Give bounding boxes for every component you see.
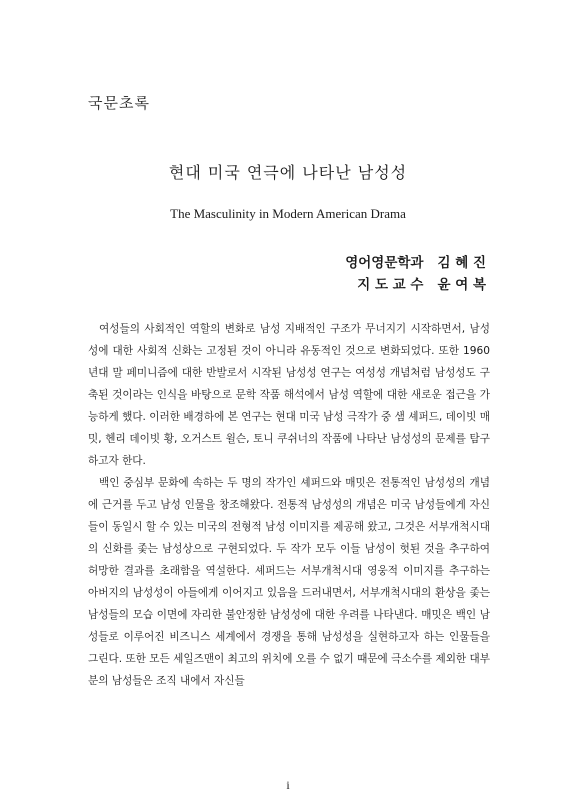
page-number: i bbox=[286, 778, 290, 792]
abstract-paragraph: 백인 중심부 문화에 속하는 두 명의 작가인 셰퍼드와 매밋은 전통적인 남성성의 개념에 근거를 두고 남성 인물을 창조해왔다. 전통적 남성성의 개념은 미국 남성들에게 자신들이 동일시 할 수 있는 미국의 전형적 남성 이미지를 제공해 왔고, 그것은 서부개척시대의 신화를 좇는 남성상으로 구현되었다. 두 작가 모두 이들 남성이 헛된 것을 추구하여 허망한 결과를 초래함을 역설한다. 셰퍼드는 서부개척시대 영웅적 이미지를 추구하는 아버지의 남성성이 아들에게 이어지고 있음을 드러내면서, 서부개척시대의 환상을 좇는 남성들의 모습 이면에 자리한 불안정한 남성성에 대한 우려를 나타낸다. 매밋은 백인 남성들로 이루어진 비즈니스 세계에서 경쟁을 통해 남성성을 실현하고자 하는 인물들을 그린다. 또한 모든 세일즈맨이 최고의 위치에 오를 수 없기 때문에 극소수를 제외한 대부분의 남성들은 조직 내에서 자신들 bbox=[88, 477, 490, 687]
section-label: 국문초록 bbox=[88, 94, 150, 112]
advisor-label: 지 도 교 수 bbox=[357, 277, 424, 293]
author-row bbox=[345, 252, 486, 274]
department: 영어영문학과 bbox=[345, 255, 424, 271]
advisor-name: 윤 여 복 bbox=[437, 277, 486, 293]
abstract-body bbox=[88, 318, 490, 692]
abstract-paragraph: 여성들의 사회적인 역할의 변화로 남성 지배적인 구조가 무너지기 시작하면서, 남성성에 대한 사회적 신화는 고정된 것이 아니라 유동적인 것으로 변화되었다. 또한 1960년대 말 페미니즘에 대한 반발로서 시작된 남성성 연구는 여성성 개념처럼 남성성도 구축된 것이라는 인식을 바탕으로 문학 작품 해석에서 남성 역할에 대한 새로운 접근을 가능하게 했다. 이러한 배경하에 본 연구는 현대 미국 남성 극작가 중 샘 셰퍼드, 데이빗 매밋, 헨리 데이빗 황, 오거스트 윌슨, 토니 쿠쉬너의 작품에 나타난 남성성의 문제를 탐구하고자 한다. bbox=[88, 323, 490, 467]
advisor-row bbox=[345, 274, 486, 296]
author-block bbox=[345, 252, 486, 296]
author-name: 김 혜 진 bbox=[437, 255, 486, 271]
title-english: The Masculinity in Modern American Drama bbox=[170, 206, 406, 221]
title-korean: 현대 미국 연극에 나타난 남성성 bbox=[168, 163, 408, 182]
